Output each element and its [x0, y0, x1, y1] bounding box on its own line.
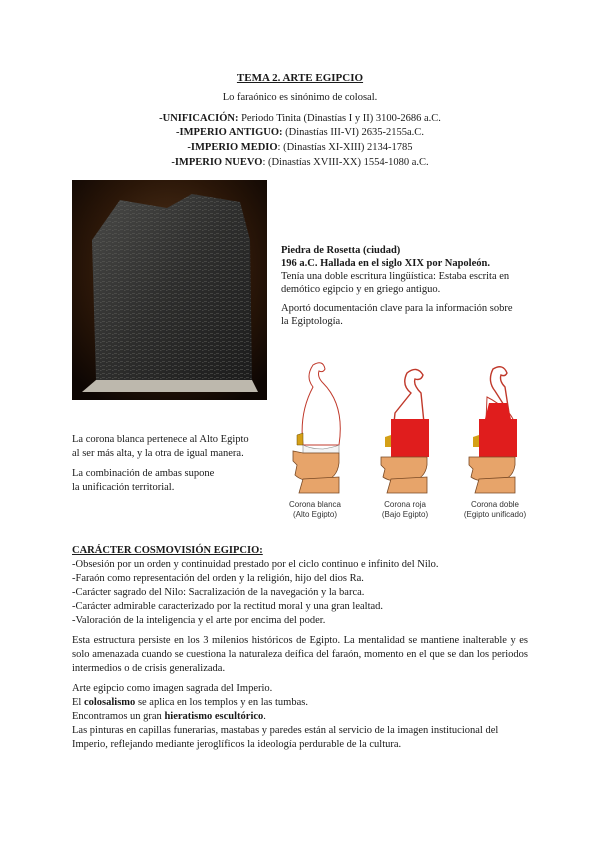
- cosmovision-section: [72, 544, 528, 752]
- double-crown-figure: [469, 367, 517, 493]
- bullet-item: -Carácter sagrado del Nilo: Sacralización de la navegación y la barca.: [72, 587, 365, 598]
- art-line-2: El colosalismo se aplica en los templos y en las tumbas.: [72, 697, 308, 708]
- crown-label-white-2: (Alto Egipto): [292, 510, 338, 519]
- rosetta-desc-1: Tenía una doble escritura lingüística: Estaba escrita en: [281, 271, 510, 282]
- period-imperio-medio: -IMPERIO MEDIO: (Dinastías XI-XIII) 2134-1785: [187, 142, 413, 153]
- rosetta-stone-image: [72, 180, 267, 400]
- bullet-item: -Obsesión por un orden y continuidad prestado por el ciclo continuo e infinito del Nilo.: [72, 559, 439, 570]
- period-imperio-nuevo: -IMPERIO NUEVO: (Dinastías XVIII-XX) 1554-1080 a.C.: [171, 157, 429, 168]
- white-crown-figure: [293, 363, 340, 493]
- section-heading: CARÁCTER COSMOVISIÓN EGIPCIO:: [72, 545, 263, 556]
- rosetta-desc-2: demótico egipcio y en griego antiguo.: [281, 284, 441, 295]
- crown-label-white-1: Corona blanca: [288, 500, 342, 509]
- rosetta-date: 196 a.C. Hallada en el siglo XIX por Napoleón.: [281, 258, 490, 269]
- rosetta-title: Piedra de Rosetta (ciudad): [281, 245, 401, 256]
- rosetta-caption: [281, 244, 541, 328]
- red-crown-figure: [381, 369, 429, 493]
- period-unificacion: -UNIFICACIÓN: Periodo Tinita (Dinastías I y II) 3100-2686 a.C.: [159, 113, 441, 124]
- crown-label-double-2: (Egipto unificado): [463, 510, 527, 519]
- structure-paragraph: Esta estructura persiste en los 3 milenios históricos de Egipto. La mentalidad se mantiene inalterable y es solo amenazada cuando se cuestiona la naturaleza deífica del faraón, momento en el que se dan los periodos intermedios o de crisis generalizada.: [72, 635, 528, 674]
- bullet-item: -Valoración de la inteligencia y el arte por encima del poder.: [72, 615, 326, 626]
- crown-label-double-1: Corona doble: [470, 500, 520, 509]
- bullet-item: -Carácter admirable caracterizado por la rectitud moral y una gran lealtad.: [72, 601, 384, 612]
- crowns-note-1: La corona blanca pertenece al Alto Egipto: [72, 434, 249, 445]
- rosetta-desc-3: Aportó documentación clave para la información sobre: [281, 303, 513, 314]
- art-line-4: Las pinturas en capillas funerarias, mastabas y paredes están al servicio de la imagen institucional del Imperio, reflejando mediante jeroglíficos la ideología perdurable de la cultura.: [72, 725, 499, 750]
- crowns-note-2: al ser más alta, y la otra de igual manera.: [72, 448, 244, 459]
- crown-label-red-2: (Bajo Egipto): [381, 510, 429, 519]
- period-imperio-antiguo: -IMPERIO ANTIGUO: (Dinastías III-VI) 2635-2155a.C.: [176, 127, 424, 138]
- rosetta-desc-4: la Egiptología.: [281, 316, 343, 327]
- crowns-note: [72, 433, 282, 495]
- page-subtitle: Lo faraónico es sinónimo de colosal.: [222, 92, 378, 103]
- art-line-3: Encontramos un gran hieratismo escultórico.: [72, 711, 266, 722]
- bullet-item: -Faraón como representación del orden y la religión, hijo del dios Ra.: [72, 573, 364, 584]
- page-title: TEMA 2. ARTE EGIPCIO: [236, 72, 364, 84]
- crowns-note-4: la unificación territorial.: [72, 482, 175, 493]
- crown-label-red-1: Corona roja: [384, 500, 426, 509]
- art-line-1: Arte egipcio como imagen sagrada del Imperio.: [72, 683, 273, 694]
- crowns-note-3: La combinación de ambas supone: [72, 468, 215, 479]
- crowns-illustration: [283, 353, 541, 533]
